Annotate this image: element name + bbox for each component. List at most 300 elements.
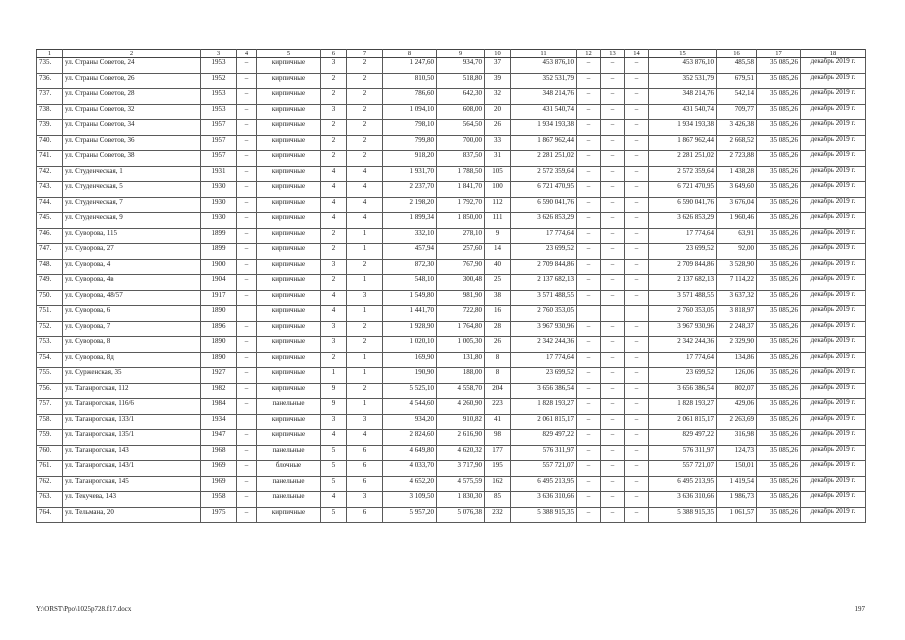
table-cell: – (601, 182, 625, 198)
table-cell: 1 867 962,44 (511, 135, 577, 151)
table-cell: кирпичные (257, 430, 321, 446)
table-cell: 35 085,26 (757, 306, 801, 322)
table-cell: ул. Таганрогская, 112 (63, 383, 201, 399)
table-cell: 4 (321, 166, 347, 182)
table-cell: – (237, 321, 257, 337)
table-cell: 1 (321, 368, 347, 384)
column-number: 18 (801, 50, 866, 58)
table-cell: – (601, 213, 625, 229)
table-cell: декабрь 2019 г. (801, 476, 866, 492)
table-cell: 1 (347, 244, 383, 260)
table-cell: – (625, 430, 649, 446)
table-cell: 2 329,90 (717, 337, 757, 353)
table-cell: 2 760 353,05 (649, 306, 717, 322)
table-cell: 4 (321, 290, 347, 306)
column-number: 5 (257, 50, 321, 58)
table-cell: 3 (321, 104, 347, 120)
table-cell: 1952 (201, 73, 237, 89)
table-cell: 1899 (201, 244, 237, 260)
column-number: 14 (625, 50, 649, 58)
table-cell: 799,80 (383, 135, 437, 151)
table-cell: ул. Таганрогская, 145 (63, 476, 201, 492)
table-cell: ул. Студенческая, 9 (63, 213, 201, 229)
table-cell: 742. (37, 166, 63, 182)
table-cell: – (625, 352, 649, 368)
table-cell: 3 656 386,54 (649, 383, 717, 399)
table-cell: – (577, 290, 601, 306)
table-cell: 1 788,50 (437, 166, 485, 182)
table-row (37, 259, 866, 275)
table-row (37, 445, 866, 461)
table-cell: 5 (321, 507, 347, 523)
table-cell: 25 (485, 275, 511, 291)
table-cell: 35 085,26 (757, 73, 801, 89)
table-cell: 2 (321, 244, 347, 260)
table-cell: кирпичные (257, 259, 321, 275)
table-cell: 37 (485, 58, 511, 74)
table-cell: 316,98 (717, 430, 757, 446)
table-cell: 3 (347, 414, 383, 430)
table-cell: – (601, 461, 625, 477)
table-cell: 1969 (201, 476, 237, 492)
table-cell: – (625, 383, 649, 399)
table-cell: – (237, 290, 257, 306)
table-cell: – (237, 166, 257, 182)
table-cell: декабрь 2019 г. (801, 182, 866, 198)
table-cell: 2 (347, 89, 383, 105)
table-cell: – (237, 383, 257, 399)
table-cell: ул. Суворова, 6 (63, 306, 201, 322)
table-cell: 786,60 (383, 89, 437, 105)
table-cell: 3 109,50 (383, 492, 437, 508)
table-cell: – (237, 399, 257, 415)
table-cell: 4 (321, 213, 347, 229)
table-cell: декабрь 2019 г. (801, 135, 866, 151)
column-number: 7 (347, 50, 383, 58)
table-cell: – (601, 368, 625, 384)
table-cell: 981,90 (437, 290, 485, 306)
table-cell: кирпичные (257, 166, 321, 182)
table-row (37, 337, 866, 353)
table-cell: – (577, 259, 601, 275)
table-cell: – (577, 337, 601, 353)
table-cell: 753. (37, 337, 63, 353)
table-cell: 764. (37, 507, 63, 523)
table-cell: – (601, 383, 625, 399)
table-cell: – (237, 352, 257, 368)
table-cell: 1 841,70 (437, 182, 485, 198)
table-cell: кирпичные (257, 89, 321, 105)
table-cell: декабрь 2019 г. (801, 151, 866, 167)
table-cell: ул. Студенческая, 7 (63, 197, 201, 213)
table-cell: 910,82 (437, 414, 485, 430)
table-cell: 1927 (201, 368, 237, 384)
table-cell: – (237, 104, 257, 120)
table-cell: 1982 (201, 383, 237, 399)
table-cell: ул. Таганрогская, 143/1 (63, 461, 201, 477)
table-cell: 749. (37, 275, 63, 291)
table-cell: – (577, 352, 601, 368)
table-cell: – (577, 89, 601, 105)
table-cell: 5 (321, 476, 347, 492)
table-cell: 739. (37, 120, 63, 136)
table-cell: 232 (485, 507, 511, 523)
table-cell: ул. Суворова, 27 (63, 244, 201, 260)
table-cell: 2 137 682,13 (511, 275, 577, 291)
table-cell: 4 544,60 (383, 399, 437, 415)
table-cell: декабрь 2019 г. (801, 58, 866, 74)
table-cell: декабрь 2019 г. (801, 445, 866, 461)
column-number: 15 (649, 50, 717, 58)
table-cell: 1984 (201, 399, 237, 415)
table-cell: 1930 (201, 197, 237, 213)
table-cell: 934,70 (437, 58, 485, 74)
table-cell: 278,10 (437, 228, 485, 244)
table-cell: 14 (485, 244, 511, 260)
table-cell: декабрь 2019 г. (801, 73, 866, 89)
table-cell: 17 774,64 (511, 352, 577, 368)
table-cell: декабрь 2019 г. (801, 120, 866, 136)
table-cell: 17 774,64 (511, 228, 577, 244)
table-cell: 576 311,97 (511, 445, 577, 461)
column-number: 9 (437, 50, 485, 58)
table-cell: 810,50 (383, 73, 437, 89)
table-cell: 2 (321, 151, 347, 167)
table-cell: ул. Таганрогская, 133/1 (63, 414, 201, 430)
table-row (37, 321, 866, 337)
table-cell: 1 850,00 (437, 213, 485, 229)
table-row (37, 430, 866, 446)
table-cell: ул. Суворова, 8д (63, 352, 201, 368)
table-cell: 35 085,26 (757, 290, 801, 306)
table-cell: 204 (485, 383, 511, 399)
table-cell: 2 198,20 (383, 197, 437, 213)
table-cell: – (577, 120, 601, 136)
table-cell: кирпичные (257, 120, 321, 136)
table-cell: 564,50 (437, 120, 485, 136)
table-cell: – (625, 151, 649, 167)
table-cell: 4 (347, 430, 383, 446)
table-cell: 1969 (201, 461, 237, 477)
column-number: 16 (717, 50, 757, 58)
table-cell: 1 549,80 (383, 290, 437, 306)
table-cell: – (577, 414, 601, 430)
table-cell: 737. (37, 89, 63, 105)
table-cell: 3 626 853,29 (511, 213, 577, 229)
table-cell: 35 085,26 (757, 445, 801, 461)
table-row (37, 197, 866, 213)
table-cell: 757. (37, 399, 63, 415)
table-cell: 2 (321, 135, 347, 151)
table-cell: – (237, 89, 257, 105)
table-cell: 9 (321, 399, 347, 415)
table-cell: панельные (257, 476, 321, 492)
table-cell: 746. (37, 228, 63, 244)
table-cell: 762. (37, 476, 63, 492)
table-cell: – (237, 445, 257, 461)
table-cell: 2 572 359,64 (511, 166, 577, 182)
table-cell: 700,00 (437, 135, 485, 151)
table-cell: 2 342 244,36 (649, 337, 717, 353)
table-cell: 429,06 (717, 399, 757, 415)
table-cell: – (577, 197, 601, 213)
table-cell: 257,60 (437, 244, 485, 260)
table-cell: – (237, 337, 257, 353)
table-cell: 1957 (201, 135, 237, 151)
table-cell: – (601, 244, 625, 260)
table-cell: – (625, 182, 649, 198)
table-cell: – (237, 151, 257, 167)
table-cell: 2 (347, 259, 383, 275)
table-cell: 6 721 470,95 (649, 182, 717, 198)
column-number-row (37, 50, 866, 58)
table-cell: 3 818,97 (717, 306, 757, 322)
table-cell: 5 388 915,35 (511, 507, 577, 523)
table-cell: 3 967 930,96 (511, 321, 577, 337)
table-cell: 2 (347, 383, 383, 399)
table-cell: 745. (37, 213, 63, 229)
table-cell: 1 438,28 (717, 166, 757, 182)
table-cell: 1 094,10 (383, 104, 437, 120)
table-cell: декабрь 2019 г. (801, 213, 866, 229)
table-row (37, 213, 866, 229)
table-cell: 35 085,26 (757, 275, 801, 291)
table-cell: ул. Суворова, 4 (63, 259, 201, 275)
table-cell: 2 237,70 (383, 182, 437, 198)
table-cell: – (625, 492, 649, 508)
table-cell: 35 085,26 (757, 228, 801, 244)
table-cell: 3 626 853,29 (649, 213, 717, 229)
table-cell: декабрь 2019 г. (801, 290, 866, 306)
table-cell: 35 085,26 (757, 352, 801, 368)
table-cell: – (577, 182, 601, 198)
table-cell: декабрь 2019 г. (801, 166, 866, 182)
table-cell: – (237, 259, 257, 275)
table-cell: 2 (347, 337, 383, 353)
table-cell: 169,90 (383, 352, 437, 368)
table-cell: 576 311,97 (649, 445, 717, 461)
table-cell: 754. (37, 352, 63, 368)
table-cell: – (601, 275, 625, 291)
table-cell: 1896 (201, 321, 237, 337)
table-cell: 35 085,26 (757, 337, 801, 353)
table-cell: ул. Суворова, 48/57 (63, 290, 201, 306)
column-number: 3 (201, 50, 237, 58)
table-cell: 763. (37, 492, 63, 508)
table-cell: кирпичные (257, 383, 321, 399)
table-cell: – (237, 492, 257, 508)
table-cell: 20 (485, 104, 511, 120)
table-cell: 98 (485, 430, 511, 446)
table-cell: ул. Страны Советов, 32 (63, 104, 201, 120)
table-cell: – (577, 58, 601, 74)
table-cell: 35 085,26 (757, 492, 801, 508)
table-cell: – (601, 73, 625, 89)
table-cell: 177 (485, 445, 511, 461)
table-cell: – (577, 228, 601, 244)
table-cell: – (237, 182, 257, 198)
table-cell: декабрь 2019 г. (801, 492, 866, 508)
table-cell: – (625, 290, 649, 306)
table-cell: 1 (347, 399, 383, 415)
table-cell: 2 (321, 89, 347, 105)
table-cell: 1 867 962,44 (649, 135, 717, 151)
table-cell: – (237, 368, 257, 384)
table-cell: 3 967 930,96 (649, 321, 717, 337)
table-cell: кирпичные (257, 182, 321, 198)
table-cell: 3 (321, 321, 347, 337)
table-cell: – (601, 352, 625, 368)
table-cell: 3 571 488,55 (511, 290, 577, 306)
table-cell: 6 590 041,76 (511, 197, 577, 213)
table-cell: – (625, 58, 649, 74)
table-cell: 1890 (201, 352, 237, 368)
table-row (37, 368, 866, 384)
table-cell: – (237, 461, 257, 477)
table-cell: – (625, 337, 649, 353)
table-cell: ул. Страны Советов, 34 (63, 120, 201, 136)
table-cell: 105 (485, 166, 511, 182)
table-cell: – (601, 414, 625, 430)
table-cell: ул. Студенческая, 5 (63, 182, 201, 198)
table-cell: 1953 (201, 104, 237, 120)
table-cell: 2 (347, 135, 383, 151)
table-cell: – (237, 135, 257, 151)
table-cell: 1900 (201, 259, 237, 275)
table-cell: кирпичные (257, 337, 321, 353)
table-cell: 35 085,26 (757, 476, 801, 492)
table-cell: 431 540,74 (511, 104, 577, 120)
table-row (37, 135, 866, 151)
table-cell: 743. (37, 182, 63, 198)
table-cell: 1 828 193,27 (511, 399, 577, 415)
table-cell: кирпичные (257, 507, 321, 523)
table-cell: – (625, 166, 649, 182)
table-cell: – (577, 166, 601, 182)
table-cell: – (601, 259, 625, 275)
table-cell: 40 (485, 259, 511, 275)
table-cell: 26 (485, 337, 511, 353)
table-cell: – (237, 507, 257, 523)
table-row (37, 306, 866, 322)
table-cell: ул. Студенческая, 1 (63, 166, 201, 182)
table-cell: 124,73 (717, 445, 757, 461)
table-cell: 1958 (201, 492, 237, 508)
column-number: 4 (237, 50, 257, 58)
table-cell: 2 (321, 352, 347, 368)
table-cell: ул. Сурженская, 35 (63, 368, 201, 384)
table-cell: 6 590 041,76 (649, 197, 717, 213)
table-cell: 485,58 (717, 58, 757, 74)
table-cell: 100 (485, 182, 511, 198)
table-cell: 608,00 (437, 104, 485, 120)
table-cell: 2 061 815,17 (649, 414, 717, 430)
table-cell: 32 (485, 89, 511, 105)
table-cell: 1 792,70 (437, 197, 485, 213)
table-cell: декабрь 2019 г. (801, 228, 866, 244)
table-cell: – (601, 337, 625, 353)
table-row (37, 507, 866, 523)
table-cell: 829 497,22 (511, 430, 577, 446)
table-cell: 722,80 (437, 306, 485, 322)
table-cell: – (625, 461, 649, 477)
column-number: 11 (511, 50, 577, 58)
table-cell: 2 (347, 104, 383, 120)
table-cell: 2 (321, 120, 347, 136)
table-cell: 4 (347, 197, 383, 213)
table-cell: 1 764,80 (437, 321, 485, 337)
table-cell: кирпичные (257, 321, 321, 337)
table-cell: 8 (485, 352, 511, 368)
table-cell: 112 (485, 197, 511, 213)
table-cell: декабрь 2019 г. (801, 306, 866, 322)
table-cell: ул. Страны Советов, 26 (63, 73, 201, 89)
table-cell: – (601, 445, 625, 461)
table-cell: – (577, 492, 601, 508)
table-cell: 1 828 193,27 (649, 399, 717, 415)
table-cell: 1 441,70 (383, 306, 437, 322)
table-cell: 518,80 (437, 73, 485, 89)
table-cell: – (625, 476, 649, 492)
table-cell: 2 616,90 (437, 430, 485, 446)
table-cell: 23 699,52 (649, 244, 717, 260)
table-cell: декабрь 2019 г. (801, 352, 866, 368)
table-cell: 934,20 (383, 414, 437, 430)
table-cell: 1947 (201, 430, 237, 446)
table-cell: 41 (485, 414, 511, 430)
table-cell: – (625, 244, 649, 260)
table-cell: 3 649,60 (717, 182, 757, 198)
page-number: 197 (854, 605, 865, 613)
table-cell: 2 572 359,64 (649, 166, 717, 182)
table-cell: – (577, 213, 601, 229)
table-cell: панельные (257, 492, 321, 508)
table-row (37, 58, 866, 74)
table-cell: 3 (347, 492, 383, 508)
table-row (37, 399, 866, 415)
table-cell: 85 (485, 492, 511, 508)
table-cell: 802,07 (717, 383, 757, 399)
table-cell: ул. Суворова, 7 (63, 321, 201, 337)
table-row (37, 492, 866, 508)
table-cell: – (625, 120, 649, 136)
table-cell: 348 214,76 (649, 89, 717, 105)
table-cell: 2 (347, 321, 383, 337)
table-cell: 1 061,57 (717, 507, 757, 523)
table-cell: – (601, 197, 625, 213)
table-cell: 2 (321, 228, 347, 244)
table-cell: – (625, 507, 649, 523)
table-cell: ул. Таганрогская, 143 (63, 445, 201, 461)
table-cell: 1 (347, 275, 383, 291)
table-cell: – (625, 135, 649, 151)
table-cell: 1957 (201, 151, 237, 167)
table-cell: – (237, 244, 257, 260)
column-number: 12 (577, 50, 601, 58)
table-cell: 1953 (201, 58, 237, 74)
table-cell: 23 699,52 (511, 368, 577, 384)
table-cell: – (625, 73, 649, 89)
table-cell: 2 137 682,13 (649, 275, 717, 291)
table-cell: 223 (485, 399, 511, 415)
table-cell: 35 085,26 (757, 135, 801, 151)
table-cell: 837,50 (437, 151, 485, 167)
table-cell: 1 960,46 (717, 213, 757, 229)
table-cell: – (577, 275, 601, 291)
table-cell: 872,30 (383, 259, 437, 275)
table-cell: 352 531,79 (649, 73, 717, 89)
table-cell: 557 721,07 (649, 461, 717, 477)
